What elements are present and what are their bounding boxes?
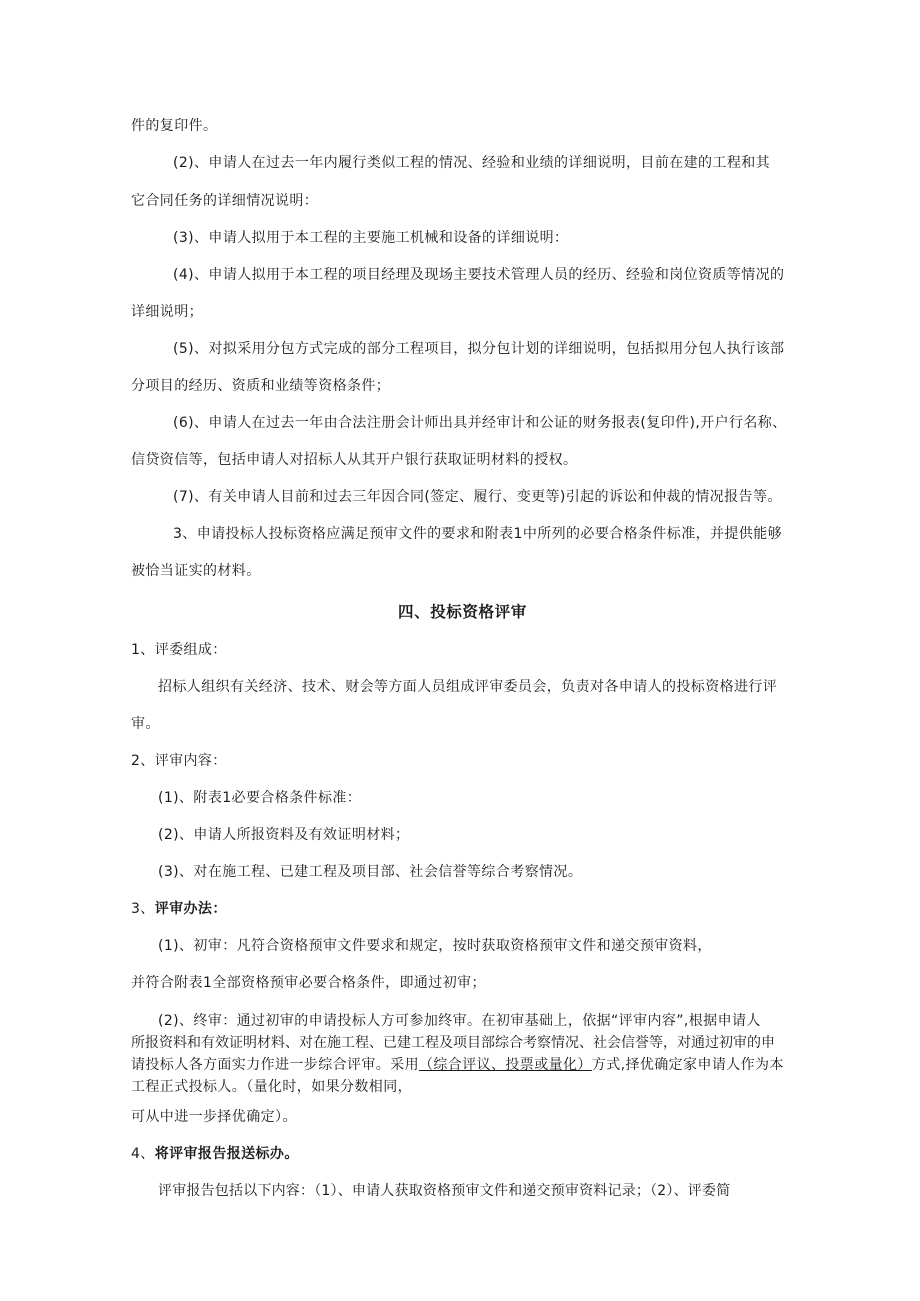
subsection-heading [131,900,227,918]
text-line: 被恰当证实的材料。 [131,563,261,579]
text-line: 分项目的经历、资质和业绩等资格条件； [131,378,391,394]
text-fragment: 请投标人各方面实力作进一步综合评审。采用 [131,1057,419,1073]
text-line: 招标人组织有关经济、技术、财会等方面人员组成评审委员会，负责对各申请人的投标资格进行评 [158,679,778,695]
text-line: 评审报告包括以下内容：（1）、申请人获取资格预审文件和递交预审资料记录；（2）、评委简 [158,1183,731,1199]
text-line: 所报资料和有效证明材料、对在施工程、已建工程及项目部综合考察情况、社会信誉等，对通过初审的申 [131,1035,775,1051]
subsection-title: 将评审报告报送标办。 [154,1146,299,1162]
text-line: (2)、申请人在过去一年内履行类似工程的情况、经验和业绩的详细说明，目前在建的工程和其 [173,155,771,171]
text-line: 它合同任务的详细情况说明： [131,193,319,209]
text-line: (5)、对拟采用分包方式完成的部分工程项目，拟分包计划的详细说明，包括拟用分包人执行该部 [173,341,785,357]
text-line: (1)、附表1必要合格条件标准： [158,790,362,806]
subsection-heading [131,1145,299,1163]
text-line: 审。 [131,716,160,732]
text-line: (2)、申请人所报资料及有效证明材料； [158,827,410,843]
text-line: (7)、有关申请人目前和过去三年因合同(签定、履行、变更等)引起的诉讼和仲裁的情况报告等。 [173,489,782,505]
subsection-number: 3、 [131,901,155,917]
text-line: (3)、对在施工程、已建工程及项目部、社会信誉等综合考察情况。 [158,864,583,880]
text-line: 件的复印件。 [131,118,218,134]
text-line: 可从中进一步择优确定）。 [131,1109,297,1125]
text-line: 1、评委组成： [131,642,227,658]
text-line: 3、申请投标人投标资格应满足预审文件的要求和附表1中所列的必要合格条件标准，并提供能够 [173,526,783,542]
section-heading: 四、投标资格评审 [398,603,527,621]
text-line: (6)、申请人在过去一年由合法注册会计师出具并经审计和公证的财务报表(复印件),开户行名称、 [173,415,787,431]
text-line: 2、评审内容： [131,753,227,769]
text-line: 信贷资信等，包括申请人对招标人从其开户银行获取证明材料的授权。 [131,452,578,468]
subsection-number: 4、 [131,1146,155,1162]
subsection-title: 评审办法： [154,901,227,917]
text-line: 并符合附表1全部资格预审必要合格条件，即通过初审； [131,975,486,991]
underlined-option: （综合评议、投票或量化） [419,1057,592,1073]
text-line: (3)、申请人拟用于本工程的主要施工机械和设备的详细说明： [173,230,569,246]
text-line: (2)、终审：通过初审的申请投标人方可参加终审。在初审基础上，依据“评审内容”,根据申请人 [158,1013,761,1029]
text-fragment: 方式,择优确定家申请人作为本 [591,1057,784,1073]
text-line: 详细说明； [131,304,203,320]
text-line: (1)、初审：凡符合资格预审文件要求和规定，按时获取资格预审文件和递交预审资料， [158,938,712,954]
text-line [131,1056,784,1074]
text-line: (4)、申请人拟用于本工程的项目经理及现场主要技术管理人员的经历、经验和岗位资质等情况的 [173,267,785,283]
text-line: 工程正式投标人。（量化时，如果分数相同， [131,1079,412,1095]
